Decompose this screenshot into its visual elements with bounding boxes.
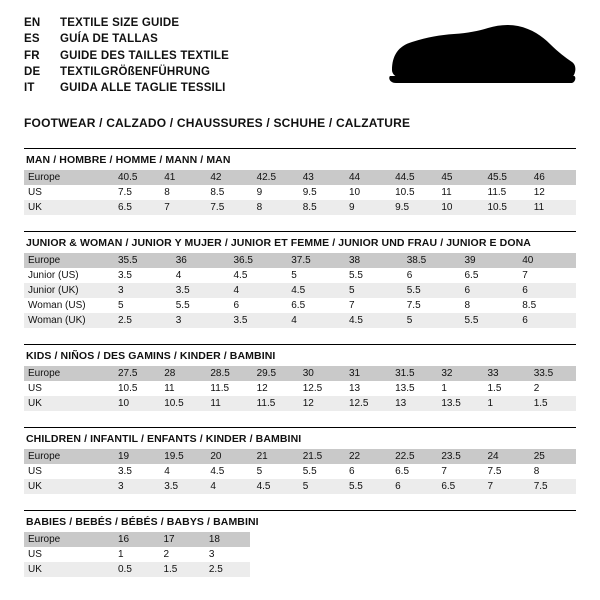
table-cell: 13.5 bbox=[391, 381, 437, 396]
table-row bbox=[24, 381, 576, 396]
table-cell: 5.5 bbox=[403, 283, 461, 298]
table-cell: 8 bbox=[253, 200, 299, 215]
table-cell: 21 bbox=[253, 449, 299, 464]
table-cell: 5 bbox=[345, 283, 403, 298]
table-row bbox=[24, 253, 576, 268]
table-cell: 5.5 bbox=[461, 313, 519, 328]
table-cell: 10.5 bbox=[160, 396, 206, 411]
dress-shoe-icon bbox=[386, 22, 576, 94]
size-block-kids bbox=[24, 344, 576, 411]
table-cell: 3 bbox=[114, 479, 160, 494]
size-table bbox=[24, 170, 576, 215]
table-row bbox=[24, 464, 576, 479]
table-cell: 8.5 bbox=[518, 298, 576, 313]
block-title: KIDS / NIÑOS / DES GAMINS / KINDER / BAMBINI bbox=[26, 350, 276, 362]
table-cell: 5.5 bbox=[172, 298, 230, 313]
table-cell: 40 bbox=[518, 253, 576, 268]
table-cell: 38.5 bbox=[403, 253, 461, 268]
table-cell: 12 bbox=[253, 381, 299, 396]
size-table bbox=[24, 366, 576, 411]
table-cell: 46 bbox=[530, 170, 576, 185]
table-row bbox=[24, 185, 576, 200]
table-cell: 13 bbox=[391, 396, 437, 411]
size-block-junior-woman bbox=[24, 231, 576, 328]
table-cell: 7 bbox=[484, 479, 530, 494]
block-divider bbox=[24, 427, 576, 428]
table-cell: 27.5 bbox=[114, 366, 160, 381]
table-cell: 7.5 bbox=[206, 200, 252, 215]
table-cell: 1.5 bbox=[484, 381, 530, 396]
language-row bbox=[24, 32, 229, 48]
size-block-man bbox=[24, 148, 576, 215]
table-cell: 38 bbox=[345, 253, 403, 268]
table-cell: 10 bbox=[345, 185, 391, 200]
table-cell: 28 bbox=[160, 366, 206, 381]
table-cell: 4.5 bbox=[253, 479, 299, 494]
size-table bbox=[24, 253, 576, 328]
block-title: BABIES / BEBÉS / BÉBÉS / BABYS / BAMBINI bbox=[26, 516, 259, 528]
language-label: TEXTILGRÖßENFÜHRUNG bbox=[60, 65, 211, 78]
table-cell: 10.5 bbox=[114, 381, 160, 396]
table-cell: 11.5 bbox=[253, 396, 299, 411]
table-cell: 9.5 bbox=[391, 200, 437, 215]
table-row bbox=[24, 268, 576, 283]
table-cell: 3.5 bbox=[114, 268, 172, 283]
table-cell: 10 bbox=[437, 200, 483, 215]
size-table bbox=[24, 532, 250, 577]
table-cell: 6.5 bbox=[114, 200, 160, 215]
table-row bbox=[24, 532, 250, 547]
table-cell: 36 bbox=[172, 253, 230, 268]
table-cell: 1.5 bbox=[530, 396, 576, 411]
table-cell: 8 bbox=[530, 464, 576, 479]
table-row bbox=[24, 562, 250, 577]
table-cell: 45 bbox=[437, 170, 483, 185]
row-label: Junior (US) bbox=[24, 268, 114, 283]
table-cell: 24 bbox=[484, 449, 530, 464]
table-cell: 19.5 bbox=[160, 449, 206, 464]
table-cell: 5 bbox=[253, 464, 299, 479]
table-cell: 25 bbox=[530, 449, 576, 464]
table-cell: 43 bbox=[299, 170, 345, 185]
language-label: GUÍA DE TALLAS bbox=[60, 33, 158, 46]
row-label: Europe bbox=[24, 366, 114, 381]
block-divider bbox=[24, 344, 576, 345]
table-cell: 8.5 bbox=[299, 200, 345, 215]
table-cell: 3.5 bbox=[114, 464, 160, 479]
table-cell: 6 bbox=[403, 268, 461, 283]
table-cell: 29.5 bbox=[253, 366, 299, 381]
size-tables bbox=[0, 130, 600, 577]
table-cell: 16 bbox=[114, 532, 159, 547]
table-cell: 4.5 bbox=[206, 464, 252, 479]
table-cell: 3 bbox=[205, 547, 250, 562]
table-cell: 35.5 bbox=[114, 253, 172, 268]
row-label: Junior (UK) bbox=[24, 283, 114, 298]
table-cell: 6 bbox=[345, 464, 391, 479]
block-title: CHILDREN / INFANTIL / ENFANTS / KINDER / BAMBINI bbox=[26, 433, 302, 445]
table-cell: 10.5 bbox=[484, 200, 530, 215]
table-cell: 3 bbox=[114, 283, 172, 298]
table-row bbox=[24, 366, 576, 381]
table-cell: 12.5 bbox=[299, 381, 345, 396]
row-label: Woman (US) bbox=[24, 298, 114, 313]
block-divider bbox=[24, 510, 576, 511]
row-label: US bbox=[24, 464, 114, 479]
table-cell: 40.5 bbox=[114, 170, 160, 185]
table-cell: 32 bbox=[437, 366, 483, 381]
table-cell: 31.5 bbox=[391, 366, 437, 381]
language-label: GUIDA ALLE TAGLIE TESSILI bbox=[60, 82, 226, 95]
language-code: ES bbox=[24, 33, 40, 46]
table-cell: 4.5 bbox=[345, 313, 403, 328]
table-cell: 8.5 bbox=[206, 185, 252, 200]
table-cell: 5 bbox=[114, 298, 172, 313]
table-cell: 5 bbox=[287, 268, 345, 283]
language-row bbox=[24, 65, 229, 81]
table-row bbox=[24, 396, 576, 411]
table-cell: 1 bbox=[114, 547, 159, 562]
table-cell: 7.5 bbox=[114, 185, 160, 200]
table-cell: 7 bbox=[160, 200, 206, 215]
table-cell: 7.5 bbox=[530, 479, 576, 494]
row-label: Europe bbox=[24, 449, 114, 464]
table-cell: 45.5 bbox=[484, 170, 530, 185]
table-cell: 7 bbox=[345, 298, 403, 313]
table-cell: 6 bbox=[230, 298, 288, 313]
language-list bbox=[24, 16, 229, 97]
table-cell: 22.5 bbox=[391, 449, 437, 464]
table-cell: 23.5 bbox=[437, 449, 483, 464]
table-cell: 3.5 bbox=[160, 479, 206, 494]
table-cell: 7 bbox=[437, 464, 483, 479]
table-cell: 4 bbox=[206, 479, 252, 494]
table-cell: 37.5 bbox=[287, 253, 345, 268]
table-cell: 11 bbox=[160, 381, 206, 396]
table-cell: 3.5 bbox=[230, 313, 288, 328]
table-row bbox=[24, 200, 576, 215]
table-row bbox=[24, 449, 576, 464]
table-cell: 6 bbox=[518, 283, 576, 298]
table-cell: 22 bbox=[345, 449, 391, 464]
table-cell: 7.5 bbox=[484, 464, 530, 479]
table-row bbox=[24, 283, 576, 298]
table-cell: 4 bbox=[160, 464, 206, 479]
table-cell: 5.5 bbox=[299, 464, 345, 479]
table-cell: 13 bbox=[345, 381, 391, 396]
language-row bbox=[24, 49, 229, 65]
table-cell: 4.5 bbox=[287, 283, 345, 298]
language-code: IT bbox=[24, 82, 35, 95]
table-cell: 11.5 bbox=[206, 381, 252, 396]
table-cell: 11 bbox=[206, 396, 252, 411]
table-cell: 4 bbox=[230, 283, 288, 298]
table-cell: 13.5 bbox=[437, 396, 483, 411]
table-cell: 10 bbox=[114, 396, 160, 411]
table-cell: 44.5 bbox=[391, 170, 437, 185]
table-cell: 20 bbox=[206, 449, 252, 464]
language-list-body bbox=[24, 16, 229, 97]
table-row bbox=[24, 298, 576, 313]
table-cell: 6.5 bbox=[287, 298, 345, 313]
language-label: GUIDE DES TAILLES TEXTILE bbox=[60, 49, 229, 62]
table-cell: 5 bbox=[403, 313, 461, 328]
row-label: US bbox=[24, 381, 114, 396]
table-cell: 19 bbox=[114, 449, 160, 464]
language-code: DE bbox=[24, 65, 41, 78]
table-cell: 44 bbox=[345, 170, 391, 185]
table-cell: 11 bbox=[530, 200, 576, 215]
language-row bbox=[24, 16, 229, 32]
table-cell: 8 bbox=[461, 298, 519, 313]
table-cell: 21.5 bbox=[299, 449, 345, 464]
size-block-children bbox=[24, 427, 576, 494]
table-cell: 18 bbox=[205, 532, 250, 547]
table-cell: 1.5 bbox=[159, 562, 204, 577]
language-code: FR bbox=[24, 49, 40, 62]
table-cell: 6 bbox=[391, 479, 437, 494]
table-cell: 3 bbox=[172, 313, 230, 328]
block-divider bbox=[24, 231, 576, 232]
table-cell: 36.5 bbox=[230, 253, 288, 268]
table-cell: 31 bbox=[345, 366, 391, 381]
table-cell: 11 bbox=[437, 185, 483, 200]
table-row bbox=[24, 313, 576, 328]
language-label: TEXTILE SIZE GUIDE bbox=[60, 17, 180, 29]
table-cell: 30 bbox=[299, 366, 345, 381]
table-cell: 39 bbox=[461, 253, 519, 268]
table-cell: 12.5 bbox=[345, 396, 391, 411]
table-cell: 4.5 bbox=[230, 268, 288, 283]
table-cell: 2.5 bbox=[205, 562, 250, 577]
table-cell: 0.5 bbox=[114, 562, 159, 577]
table-cell: 2 bbox=[530, 381, 576, 396]
size-block-babies bbox=[24, 510, 576, 577]
table-cell: 2.5 bbox=[114, 313, 172, 328]
table-cell: 1 bbox=[437, 381, 483, 396]
table-cell: 7 bbox=[518, 268, 576, 283]
table-cell: 10.5 bbox=[391, 185, 437, 200]
language-row bbox=[24, 81, 229, 97]
row-label: Europe bbox=[24, 170, 114, 185]
table-cell: 42.5 bbox=[253, 170, 299, 185]
block-title: MAN / HOMBRE / HOMME / MANN / MAN bbox=[26, 154, 231, 166]
size-table bbox=[24, 449, 576, 494]
block-divider bbox=[24, 148, 576, 149]
table-cell: 33.5 bbox=[530, 366, 576, 381]
table-cell: 4 bbox=[172, 268, 230, 283]
table-cell: 28.5 bbox=[206, 366, 252, 381]
table-cell: 7.5 bbox=[403, 298, 461, 313]
table-cell: 12 bbox=[299, 396, 345, 411]
table-cell: 5.5 bbox=[345, 268, 403, 283]
row-label: Woman (UK) bbox=[24, 313, 114, 328]
table-cell: 12 bbox=[530, 185, 576, 200]
table-cell: 11.5 bbox=[484, 185, 530, 200]
table-cell: 6 bbox=[518, 313, 576, 328]
table-cell: 8 bbox=[160, 185, 206, 200]
table-cell: 6.5 bbox=[461, 268, 519, 283]
row-label: US bbox=[24, 547, 114, 562]
table-cell: 41 bbox=[160, 170, 206, 185]
row-label: UK bbox=[24, 396, 114, 411]
language-code: EN bbox=[24, 17, 41, 29]
table-cell: 5.5 bbox=[345, 479, 391, 494]
block-title: JUNIOR & WOMAN / JUNIOR Y MUJER / JUNIOR ET FEMME / JUNIOR UND FRAU / JUNIOR E DONA bbox=[26, 237, 531, 249]
header bbox=[0, 0, 600, 108]
table-row bbox=[24, 170, 576, 185]
table-cell: 1 bbox=[484, 396, 530, 411]
table-row bbox=[24, 479, 576, 494]
table-cell: 3.5 bbox=[172, 283, 230, 298]
table-cell: 4 bbox=[287, 313, 345, 328]
row-label: US bbox=[24, 185, 114, 200]
table-cell: 9 bbox=[253, 185, 299, 200]
table-cell: 42 bbox=[206, 170, 252, 185]
table-cell: 6.5 bbox=[391, 464, 437, 479]
category-title: FOOTWEAR / CALZADO / CHAUSSURES / SCHUHE / CALZATURE bbox=[24, 116, 411, 130]
table-row bbox=[24, 547, 250, 562]
row-label: UK bbox=[24, 562, 114, 577]
row-label: UK bbox=[24, 479, 114, 494]
table-cell: 17 bbox=[159, 532, 204, 547]
row-label: Europe bbox=[24, 253, 114, 268]
table-cell: 9 bbox=[345, 200, 391, 215]
row-label: Europe bbox=[24, 532, 114, 547]
table-cell: 5 bbox=[299, 479, 345, 494]
row-label: UK bbox=[24, 200, 114, 215]
table-cell: 6 bbox=[461, 283, 519, 298]
table-cell: 2 bbox=[159, 547, 204, 562]
table-cell: 6.5 bbox=[437, 479, 483, 494]
table-cell: 33 bbox=[484, 366, 530, 381]
table-cell: 9.5 bbox=[299, 185, 345, 200]
